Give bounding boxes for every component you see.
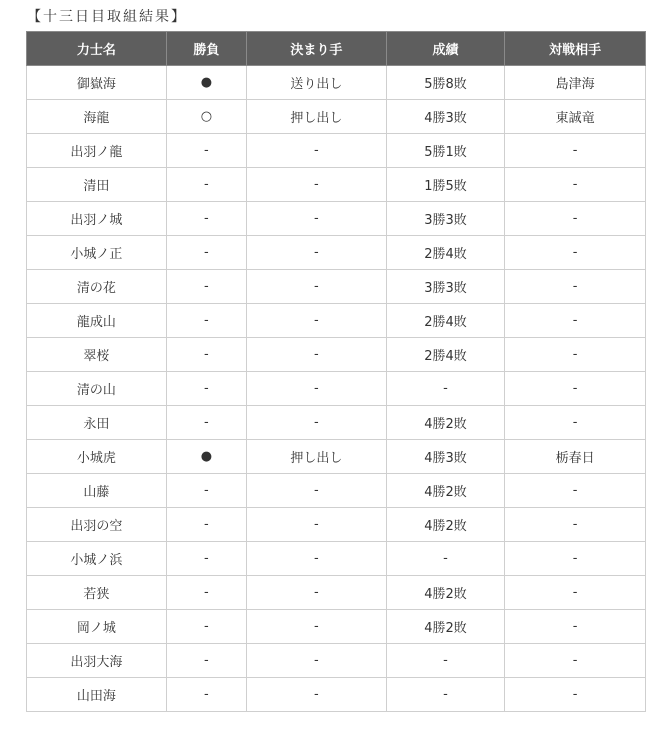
cell-record: 2勝4敗	[386, 304, 505, 338]
cell-opponent: -	[505, 304, 646, 338]
cell-opponent: -	[505, 372, 646, 406]
cell-rikishi-name: 若狭	[27, 576, 167, 610]
cell-rikishi-name: 山藤	[27, 474, 167, 508]
header-row	[27, 32, 646, 66]
cell-opponent: -	[505, 542, 646, 576]
table-row	[27, 134, 646, 168]
cell-opponent: -	[505, 508, 646, 542]
table-row	[27, 66, 646, 100]
cell-kimarite: -	[247, 338, 387, 372]
table-row	[27, 236, 646, 270]
cell-rikishi-name: 山田海	[27, 678, 167, 712]
cell-opponent: -	[505, 406, 646, 440]
table-row	[27, 610, 646, 644]
cell-result: -	[166, 644, 246, 678]
cell-result: -	[166, 508, 246, 542]
cell-result: -	[166, 542, 246, 576]
cell-kimarite: -	[247, 270, 387, 304]
cell-opponent: 栃春日	[505, 440, 646, 474]
table-row	[27, 508, 646, 542]
cell-record: 4勝2敗	[386, 508, 505, 542]
cell-record: 3勝3敗	[386, 270, 505, 304]
cell-record: 4勝2敗	[386, 474, 505, 508]
cell-rikishi-name: 御嶽海	[27, 66, 167, 100]
cell-rikishi-name: 出羽ノ龍	[27, 134, 167, 168]
cell-record: 5勝8敗	[386, 66, 505, 100]
cell-rikishi-name: 清の花	[27, 270, 167, 304]
table-row	[27, 168, 646, 202]
results-table	[26, 31, 646, 712]
header-record: 成績	[386, 32, 505, 66]
cell-result: -	[166, 372, 246, 406]
cell-rikishi-name: 出羽大海	[27, 644, 167, 678]
table-row	[27, 304, 646, 338]
cell-rikishi-name: 清田	[27, 168, 167, 202]
table-row	[27, 542, 646, 576]
cell-rikishi-name: 海龍	[27, 100, 167, 134]
cell-rikishi-name: 永田	[27, 406, 167, 440]
table-header	[27, 32, 646, 66]
cell-rikishi-name: 小城ノ浜	[27, 542, 167, 576]
table-body	[27, 66, 646, 712]
cell-result: ●	[166, 440, 246, 474]
header-name: 力士名	[27, 32, 167, 66]
table-caption: 【十三日目取組結果】	[27, 9, 187, 25]
cell-result: -	[166, 304, 246, 338]
table-row	[27, 406, 646, 440]
cell-opponent: -	[505, 270, 646, 304]
cell-kimarite: -	[247, 610, 387, 644]
cell-kimarite: 送り出し	[247, 66, 387, 100]
cell-result: -	[166, 202, 246, 236]
cell-record: -	[386, 644, 505, 678]
cell-opponent: -	[505, 610, 646, 644]
cell-kimarite: 押し出し	[247, 440, 387, 474]
table-row	[27, 576, 646, 610]
cell-kimarite: 押し出し	[247, 100, 387, 134]
cell-result: -	[166, 168, 246, 202]
cell-record: 1勝5敗	[386, 168, 505, 202]
cell-record: 4勝3敗	[386, 440, 505, 474]
cell-kimarite: -	[247, 168, 387, 202]
cell-kimarite: -	[247, 304, 387, 338]
cell-kimarite: -	[247, 542, 387, 576]
cell-record: 2勝4敗	[386, 338, 505, 372]
cell-record: -	[386, 372, 505, 406]
cell-opponent: -	[505, 168, 646, 202]
table-row	[27, 372, 646, 406]
cell-kimarite: -	[247, 678, 387, 712]
cell-result: -	[166, 576, 246, 610]
cell-rikishi-name: 小城ノ正	[27, 236, 167, 270]
cell-rikishi-name: 龍成山	[27, 304, 167, 338]
header-result: 勝負	[166, 32, 246, 66]
cell-record: 2勝4敗	[386, 236, 505, 270]
cell-kimarite: -	[247, 202, 387, 236]
header-kimarite: 決まり手	[247, 32, 387, 66]
cell-record: 4勝3敗	[386, 100, 505, 134]
cell-record: 4勝2敗	[386, 406, 505, 440]
cell-kimarite: -	[247, 406, 387, 440]
cell-result: -	[166, 678, 246, 712]
cell-record: 4勝2敗	[386, 576, 505, 610]
cell-kimarite: -	[247, 644, 387, 678]
cell-result: -	[166, 134, 246, 168]
cell-record: -	[386, 678, 505, 712]
cell-result: ○	[166, 100, 246, 134]
cell-kimarite: -	[247, 508, 387, 542]
cell-opponent: -	[505, 474, 646, 508]
cell-kimarite: -	[247, 474, 387, 508]
cell-result: -	[166, 474, 246, 508]
cell-opponent: -	[505, 678, 646, 712]
cell-kimarite: -	[247, 134, 387, 168]
cell-record: 3勝3敗	[386, 202, 505, 236]
cell-opponent: 島津海	[505, 66, 646, 100]
header-opponent: 対戦相手	[505, 32, 646, 66]
cell-opponent: -	[505, 134, 646, 168]
cell-rikishi-name: 出羽の空	[27, 508, 167, 542]
table-row	[27, 270, 646, 304]
table-row	[27, 678, 646, 712]
cell-record: 4勝2敗	[386, 610, 505, 644]
cell-rikishi-name: 出羽ノ城	[27, 202, 167, 236]
cell-record: -	[386, 542, 505, 576]
cell-result: -	[166, 338, 246, 372]
cell-opponent: -	[505, 644, 646, 678]
cell-opponent: -	[505, 236, 646, 270]
table-row	[27, 474, 646, 508]
cell-result: -	[166, 406, 246, 440]
cell-opponent: -	[505, 576, 646, 610]
cell-record: 5勝1敗	[386, 134, 505, 168]
cell-kimarite: -	[247, 372, 387, 406]
cell-result: -	[166, 610, 246, 644]
cell-opponent: -	[505, 338, 646, 372]
cell-result: -	[166, 236, 246, 270]
cell-rikishi-name: 小城虎	[27, 440, 167, 474]
table-row	[27, 338, 646, 372]
cell-result: ●	[166, 66, 246, 100]
cell-rikishi-name: 岡ノ城	[27, 610, 167, 644]
cell-kimarite: -	[247, 236, 387, 270]
table-row	[27, 202, 646, 236]
table-row	[27, 644, 646, 678]
table-row	[27, 100, 646, 134]
cell-rikishi-name: 清の山	[27, 372, 167, 406]
cell-opponent: -	[505, 202, 646, 236]
table-row	[27, 440, 646, 474]
cell-result: -	[166, 270, 246, 304]
cell-kimarite: -	[247, 576, 387, 610]
cell-rikishi-name: 翠桜	[27, 338, 167, 372]
cell-opponent: 東誠竜	[505, 100, 646, 134]
